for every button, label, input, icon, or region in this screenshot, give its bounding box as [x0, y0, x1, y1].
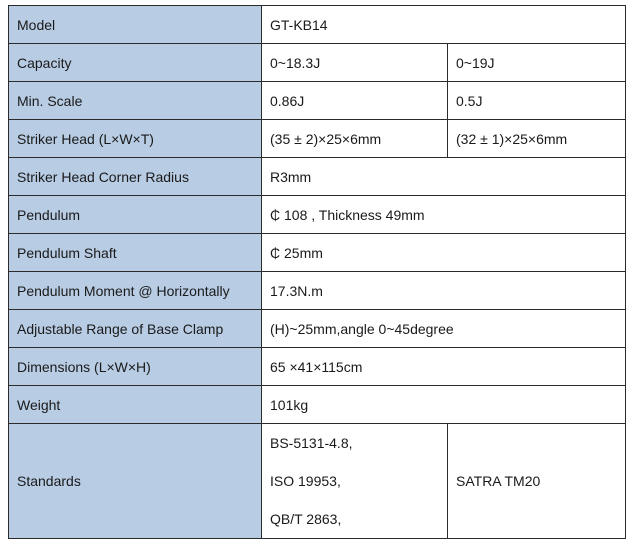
row-value-1: (35 ± 2)×25×6mm [262, 120, 448, 158]
row-label: Weight [9, 386, 262, 424]
row-label: Pendulum [9, 196, 262, 234]
row-value: ₵ 108 , Thickness 49mm [262, 196, 626, 234]
standard-item: QB/T 2863, [270, 511, 342, 527]
standard-item: BS-5131-4.8, [270, 435, 353, 451]
table-row-corner-radius [9, 158, 626, 196]
row-value: (H)~25mm,angle 0~45degree [262, 310, 626, 348]
row-value-2: 0~19J [448, 44, 626, 82]
table-row-striker-head [9, 120, 626, 158]
row-value: 17.3N.m [262, 272, 626, 310]
table-row-weight [9, 386, 626, 424]
table-row-standards [9, 424, 626, 539]
row-label: Striker Head Corner Radius [9, 158, 262, 196]
row-value-2: 0.5J [448, 82, 626, 120]
table-row-pendulum-moment [9, 272, 626, 310]
specification-table [8, 5, 626, 539]
row-value: R3mm [262, 158, 626, 196]
row-value: ₵ 25mm [262, 234, 626, 272]
table-row-dimensions [9, 348, 626, 386]
row-value-2: (32 ± 1)×25×6mm [448, 120, 626, 158]
row-value: GT-KB14 [262, 6, 626, 44]
row-label: Model [9, 6, 262, 44]
row-label: Standards [9, 424, 262, 539]
row-label: Dimensions (L×W×H) [9, 348, 262, 386]
row-label: Pendulum Moment @ Horizontally [9, 272, 262, 310]
table-row-model [9, 6, 626, 44]
standard-extra: SATRA TM20 [448, 424, 626, 539]
row-label: Pendulum Shaft [9, 234, 262, 272]
row-value: 101kg [262, 386, 626, 424]
row-label: Min. Scale [9, 82, 262, 120]
table-row-min-scale [9, 82, 626, 120]
row-label: Adjustable Range of Base Clamp [9, 310, 262, 348]
standard-item: ISO 19953, [270, 473, 341, 489]
row-value-1: 0.86J [262, 82, 448, 120]
row-label: Striker Head (L×W×T) [9, 120, 262, 158]
table-row-pendulum-shaft [9, 234, 626, 272]
row-label: Capacity [9, 44, 262, 82]
table-row-base-clamp [9, 310, 626, 348]
row-value-1: 0~18.3J [262, 44, 448, 82]
table-row-capacity [9, 44, 626, 82]
table-row-pendulum [9, 196, 626, 234]
standards-list [262, 424, 448, 539]
row-value: 65 ×41×115cm [262, 348, 626, 386]
